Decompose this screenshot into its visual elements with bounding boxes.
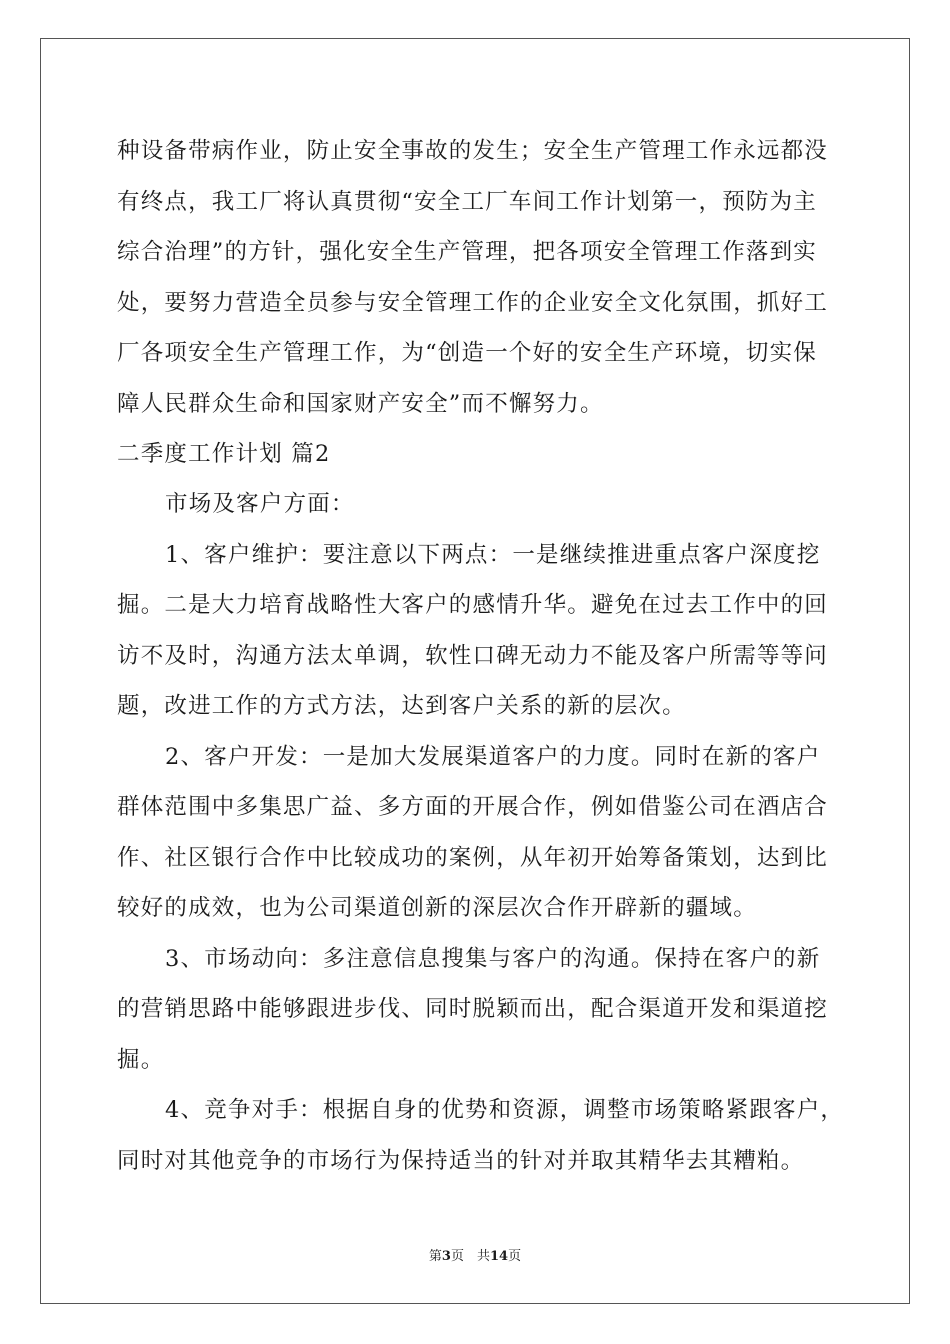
- footer-prefix: 第: [428, 1249, 442, 1264]
- paragraph-customer-maintenance: [117, 535, 837, 737]
- text-line: 的营销思路中能够跟进步伐、同时脱颖而出，配合渠道开发和渠道挖: [117, 996, 829, 1022]
- paragraph-continued: [117, 131, 837, 434]
- text-line: 3、市场动向：多注意信息搜集与客户的沟通。保持在客户的新: [165, 945, 821, 972]
- text-line: 4、竞争对手：根据自身的优势和资源，调整市场策略紧跟客户，: [165, 1097, 845, 1123]
- current-page-number: 3: [441, 1249, 451, 1264]
- paragraph-customer-development: [117, 737, 837, 939]
- text-line: 厂各项安全生产管理工作，为“创造一个好的安全生产环境，切实保: [117, 340, 818, 366]
- text-line: 处，要努力营造全员参与安全管理工作的企业安全文化氛围，抓好工: [117, 289, 829, 316]
- paragraph-competitors: [117, 1090, 845, 1191]
- text-line: 综合治理”的方针，强化安全生产管理，把各项安全管理工作落到实: [117, 239, 818, 265]
- text-line: 种设备带病作业，防止安全事故的发生；安全生产管理工作永远都没: [117, 138, 829, 164]
- text-line: 群体范围中多集思广益、多方面的开展合作，例如借鉴公司在酒店合: [117, 794, 829, 820]
- text-line: 访不及时，沟通方法太单调，软性口碑无动力不能及客户所需等等问: [117, 642, 829, 669]
- text-line: 较好的成效，也为公司渠道创新的深层次合作开辟新的疆域。: [117, 895, 757, 921]
- text-line: 有终点，我工厂将认真贯彻“安全工厂车间工作计划第一，预防为主: [117, 188, 818, 215]
- page-footer: [0, 1245, 950, 1264]
- text-line: 市场及客户方面：: [165, 491, 355, 517]
- text-line: 2、客户开发：一是加大发展渠道客户的力度。同时在新的客户: [165, 743, 821, 770]
- section-heading: 二季度工作计划 篇2: [117, 441, 331, 467]
- paragraph-market-trends: [117, 939, 837, 1091]
- text-line: 作、社区银行合作中比较成功的案例，从年初开始筹备策划，达到比: [117, 844, 829, 871]
- paragraph-market-intro: [117, 484, 837, 535]
- footer-suffix: 页: [508, 1249, 522, 1264]
- footer-middle: 页 共: [450, 1249, 490, 1264]
- text-line: 掘。: [117, 1046, 165, 1073]
- total-page-count: 14: [489, 1249, 509, 1264]
- document-body: [117, 131, 845, 1191]
- text-line: 障人民群众生命和国家财产安全”而不懈努力。: [117, 390, 604, 417]
- text-line: 同时对其他竞争的市场行为保持适当的针对并取其精华去其糟粕。: [117, 1147, 805, 1174]
- text-line: 题，改进工作的方式方法，达到客户关系的新的层次。: [117, 693, 686, 719]
- text-line: 掘。二是大力培育战略性大客户的感情升华。避免在过去工作中的回: [117, 592, 829, 618]
- text-line: 1、客户维护：要注意以下两点：一是继续推进重点客户深度挖: [165, 541, 821, 568]
